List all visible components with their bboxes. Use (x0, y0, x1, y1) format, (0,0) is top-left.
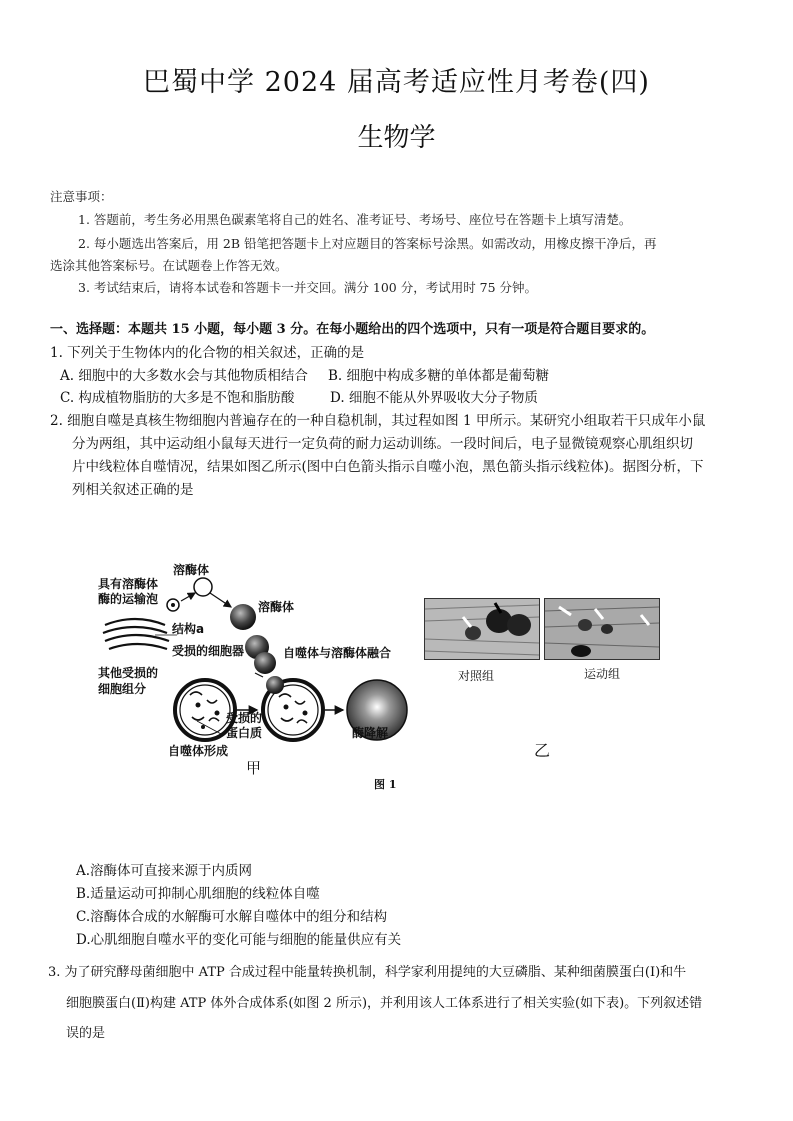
page-subtitle: 生物学 (357, 123, 436, 153)
notes-heading: 注意事项： (50, 189, 113, 204)
section-heading: 一、选择题：本题共 15 小题，每小题 3 分。在每小题给出的四个选项中，只有一项是符合题目要求的。 (50, 322, 655, 337)
note-item: 选涂其他答案标号。在试题卷上作答无效。 (50, 258, 288, 273)
label-enzyme-degradation: 酶降解 (352, 726, 389, 740)
note-item: 2. 每小题选出答案后，用 2B 铅笔把答题卡上对应题目的答案标号涂黑。如需改动，用橡皮擦干净后，再 (78, 236, 657, 251)
label-yi: 乙 (534, 741, 551, 760)
question-1-stem: 1. 下列关于生物体内的化合物的相关叙述，正确的是 (50, 345, 365, 361)
note-item: 1. 答题前，考生务必用黑色碳素笔将自己的姓名、准考证号、考场号、座位号在答题卡上填写清楚。 (78, 212, 632, 227)
label-damaged-organelle: 受损的细胞器 (172, 644, 245, 658)
figure-caption: 图 1 (374, 778, 397, 791)
question-3-line: 误的是 (66, 1026, 106, 1041)
question-2-line: 2. 细胞自噬是真核生物细胞内普遍存在的一种自稳机制，其过程如图 1 甲所示。某研究小组取若干只成年小鼠 (50, 413, 706, 429)
label-other-components: 其他受损的 (98, 666, 159, 680)
lysosome-top (194, 578, 212, 596)
label-exercise-group: 运动组 (584, 667, 621, 681)
exercise-group-micrograph (544, 598, 660, 660)
label-vesicle: 酶的运输泡 (98, 592, 159, 606)
control-group-micrograph (424, 598, 540, 660)
question-2-option-c: C.溶酶体合成的水解酶可水解自噬体中的组分和结构 (76, 909, 388, 925)
lysosome (230, 604, 256, 630)
label-damaged-protein: 受损的 (226, 711, 263, 725)
label-damaged-protein: 蛋白质 (226, 726, 263, 740)
label-control-group: 对照组 (458, 669, 495, 683)
golgi-structure (103, 619, 169, 649)
note-item: 3. 考试结束后，请将本试卷和答题卡一并交回。满分 100 分，考试用时 75 分钟。 (78, 280, 538, 295)
question-3-line: 细胞膜蛋白(Ⅱ)构建 ATP 体外合成体系(如图 2 所示)，并利用该人工体系进行了相关实验(如下表)。下列叙述错 (66, 996, 703, 1011)
label-structure-a: 结构a (172, 622, 205, 636)
label-fusion: 自噬体与溶酶体融合 (283, 646, 392, 660)
question-2-line: 列相关叙述正确的是 (72, 482, 194, 498)
label-jia: 甲 (246, 759, 262, 777)
label-vesicle: 具有溶酶体 (98, 577, 159, 591)
question-1-option-b: B. 细胞中构成多糖的单体都是葡萄糖 (328, 368, 550, 384)
label-other-components: 细胞组分 (98, 682, 147, 696)
question-1-option-a: A. 细胞中的大多数水会与其他物质相结合 (60, 368, 308, 384)
label-lysosome-top: 溶酶体 (173, 563, 210, 577)
question-2-option-a: A.溶酶体可直接来源于内质网 (76, 863, 253, 879)
question-1-option-c: C. 构成植物脂肪的大多是不饱和脂肪酸 (60, 390, 295, 406)
label-lysosome: 溶酶体 (258, 600, 295, 614)
question-2-line: 片中线粒体自噬情况，结果如图乙所示(图中白色箭头指示自噬小泡，黑色箭头指示线粒体)。据图分析，下 (72, 459, 704, 475)
lysosome (254, 652, 276, 674)
question-2-line: 分为两组，其中运动组小鼠每天进行一定负荷的耐力运动训练。一段时间后，电子显微镜观察心肌组织切 (72, 436, 693, 452)
label-autophagosome-formation: 自噬体形成 (168, 744, 229, 758)
question-2-option-b: B.适量运动可抑制心肌细胞的线粒体自噬 (76, 886, 320, 902)
question-1-option-d: D. 细胞不能从外界吸收大分子物质 (330, 390, 538, 406)
page-title: 巴蜀中学 2024 届高考适应性月考卷(四) (143, 67, 650, 98)
question-2-option-d: D.心肌细胞自噬水平的变化可能与细胞的能量供应有关 (76, 932, 402, 948)
question-3-line: 3. 为了研究酵母菌细胞中 ATP 合成过程中能量转换机制，科学家利用提纯的大豆磷脂、某种细菌膜蛋白(Ⅰ)和牛 (48, 965, 687, 980)
